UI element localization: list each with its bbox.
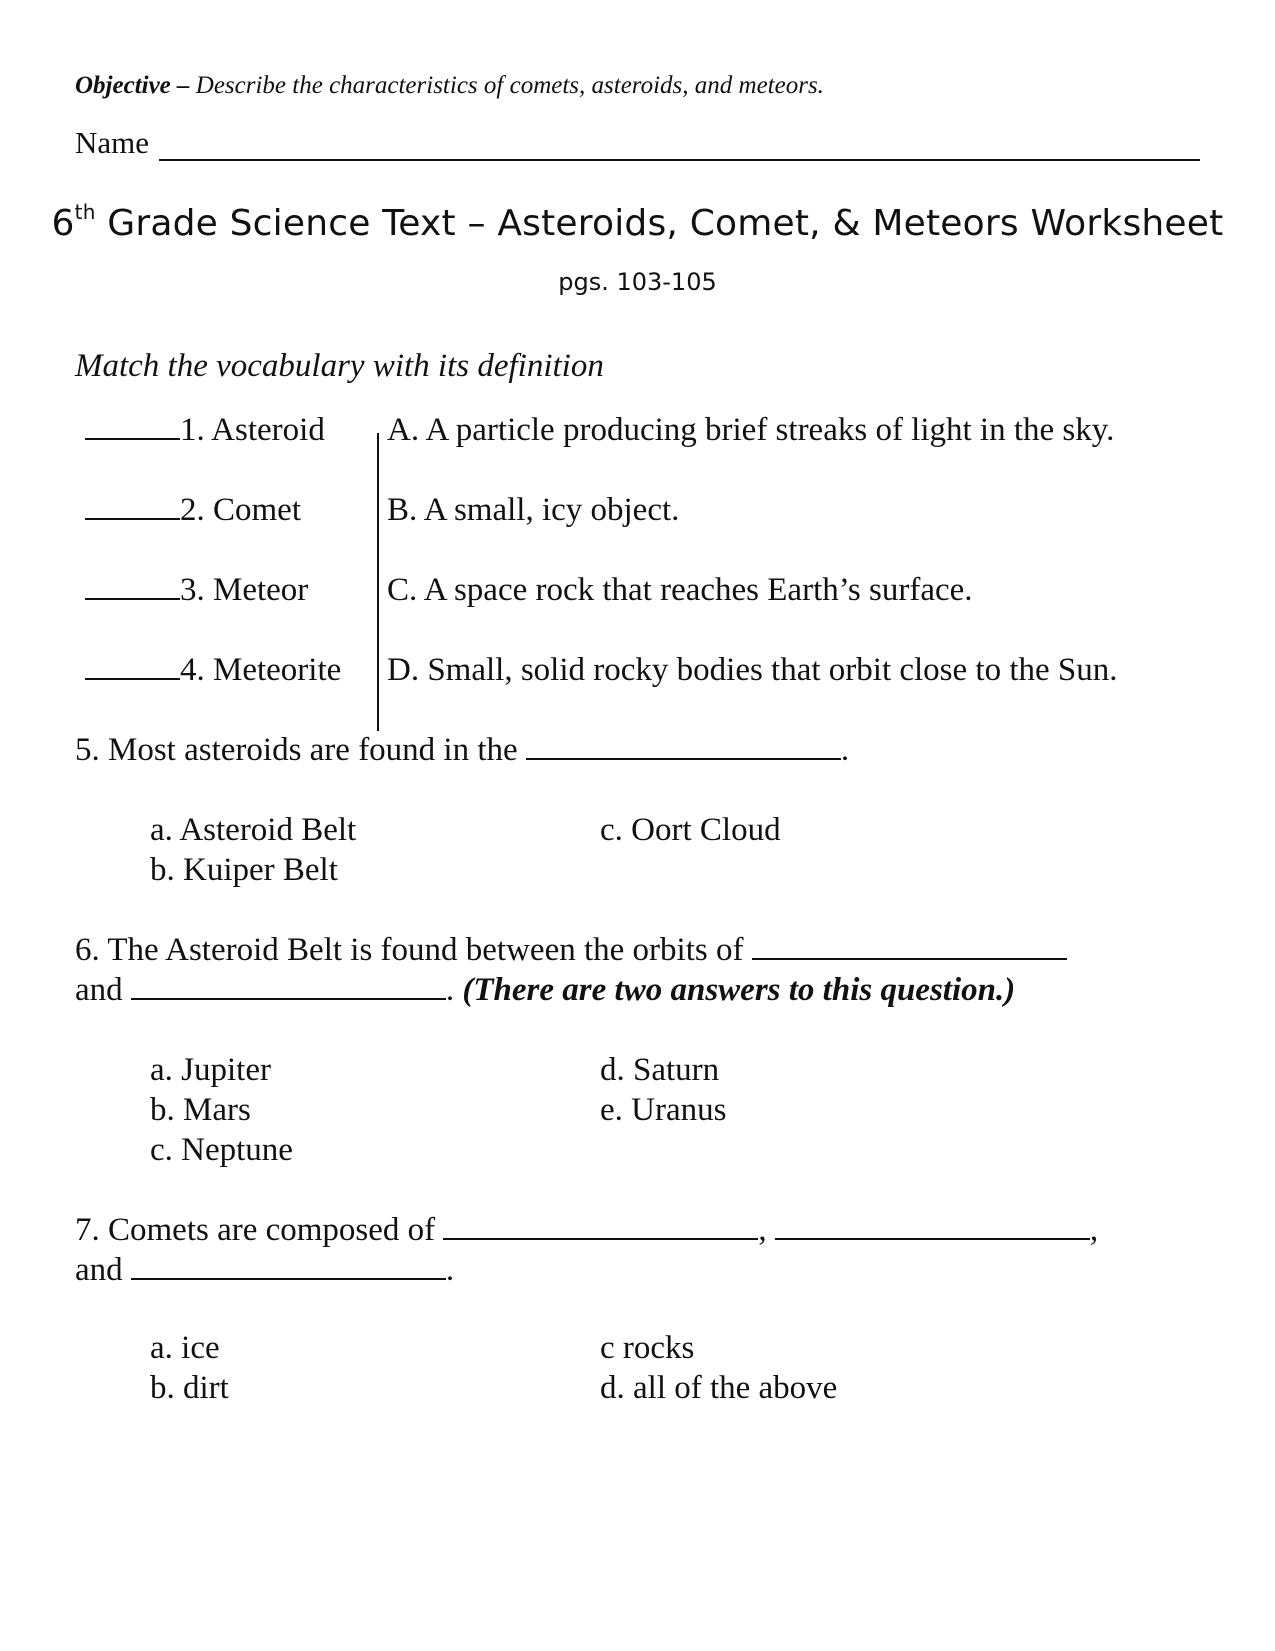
q5-blank[interactable] [526,732,841,760]
q6-blank-2[interactable] [131,972,446,1000]
q6-period: . [445,972,463,1008]
objective-label: Objective – [75,72,190,99]
term-label-4: 4. Meteorite [180,652,342,688]
question-5 [75,732,849,769]
q5-option-c: c. Oort Cloud [600,812,781,848]
term-label-2: 2. Comet [180,492,301,528]
q6-option-a: a. Jupiter [150,1052,271,1088]
definition-b: B. A small, icy object. [387,492,680,528]
definition-c: C. A space rock that reaches Earth’s surface. [387,572,973,608]
title-text: Grade Science Text – Asteroids, Comet, & Meteors Worksheet [95,203,1224,244]
definition-d: D. Small, solid rocky bodies that orbit close to the Sun. [387,652,1118,688]
q7-option-d: d. all of the above [600,1370,838,1406]
answer-blank-1[interactable] [85,412,180,440]
question-7-line-1 [75,1212,1098,1249]
q7-period: . [445,1252,455,1288]
term-label-3: 3. Meteor [180,572,309,608]
q7-option-b: b. dirt [150,1370,229,1406]
name-label: Name [75,125,150,160]
match-term-1 [85,412,325,449]
q7-comma-2: , [1089,1212,1099,1248]
answer-blank-2[interactable] [85,492,180,520]
answer-blank-4[interactable] [85,652,180,680]
match-term-2 [85,492,301,529]
q5-end: . [840,732,850,768]
q7-option-a: a. ice [150,1330,220,1366]
q7-comma-1: , [758,1212,775,1248]
worksheet-title [0,200,1275,244]
q5-option-b: b. Kuiper Belt [150,852,338,888]
question-6-line-2 [75,972,1015,1009]
q5-option-a: a. Asteroid Belt [150,812,357,848]
q6-text: 6. The Asteroid Belt is found between the orbits of [75,932,752,968]
q6-and: and [75,972,131,1008]
definition-a: A. A particle producing brief streaks of light in the sky. [387,412,1115,448]
answer-blank-3[interactable] [85,572,180,600]
q6-option-d: d. Saturn [600,1052,720,1088]
objective [75,72,824,100]
q7-blank-3[interactable] [131,1252,446,1280]
q7-and: and [75,1252,131,1288]
q5-text: 5. Most asteroids are found in the [75,732,526,768]
q6-blank-1[interactable] [752,932,1067,960]
matching-instruction: Match the vocabulary with its definition [75,348,604,384]
term-label-1: 1. Asteroid [180,412,325,448]
q7-text: 7. Comets are composed of [75,1212,444,1248]
question-7-line-2 [75,1252,454,1289]
q6-option-b: b. Mars [150,1092,251,1128]
name-row [75,125,1200,161]
q7-blank-2[interactable] [775,1212,1090,1240]
page-range: pgs. 103-105 [558,268,717,296]
objective-text: Describe the characteristics of comets, asteroids, and meteors. [189,72,824,99]
q6-option-c: c. Neptune [150,1132,293,1168]
matching-divider [377,433,379,731]
title-grade-number: 6 [51,203,75,244]
name-blank[interactable] [159,131,1200,161]
match-term-3 [85,572,308,609]
q7-option-c: c rocks [600,1330,695,1366]
q7-blank-1[interactable] [443,1212,758,1240]
q6-option-e: e. Uranus [600,1092,727,1128]
title-grade-suffix: th [74,200,96,224]
question-6-line-1 [75,932,1067,969]
match-term-4 [85,652,341,689]
q6-note: (There are two answers to this question.) [462,972,1016,1008]
